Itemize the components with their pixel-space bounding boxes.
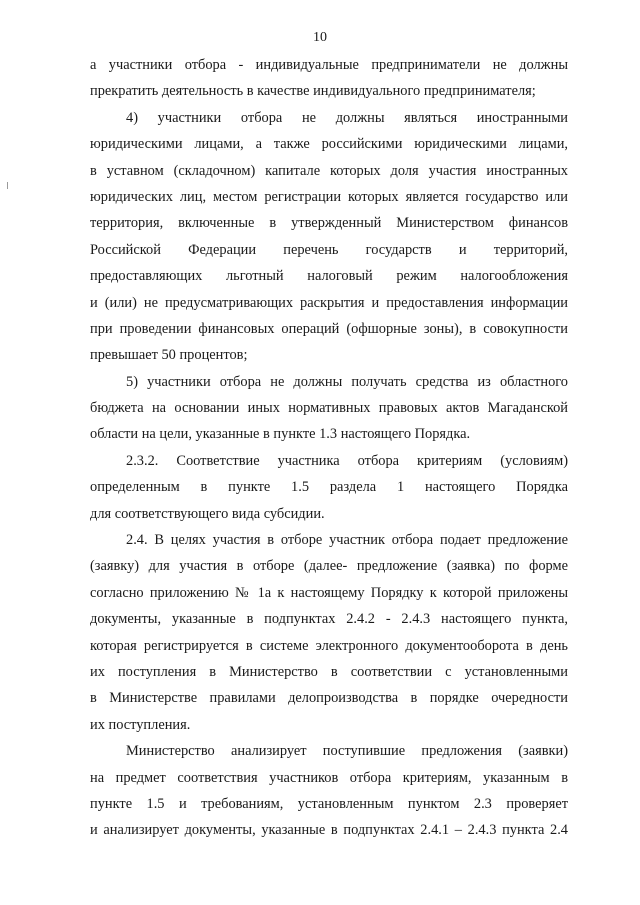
text-line: для соответствующего вида субсидии. [90, 505, 325, 522]
text-line: их поступления в Министерство в соответствии с установленными [90, 663, 568, 680]
text-line: предоставляющих льготный налоговый режим налогообложения [90, 268, 568, 285]
text-line: Министерство анализирует поступившие предложения (заявки) [126, 743, 568, 760]
text-line: юридических лиц, местом регистрации которых является государство или [90, 188, 568, 205]
text-line: Российской Федерации перечень государств и территорий, [90, 241, 568, 258]
text-line: бюджета на основании иных нормативных правовых актов Магаданской [90, 400, 568, 417]
scan-artifact [7, 182, 8, 189]
text-line: определенным в пункте 1.5 раздела 1 настоящего Порядка [90, 479, 568, 496]
text-line: пункте 1.5 и требованиям, установленным пунктом 2.3 проверяет [90, 795, 568, 812]
text-line: прекратить деятельность в качестве индивидуального предпринимателя; [90, 83, 536, 100]
text-line: в уставном (складочном) капитале которых доля участия иностранных [90, 162, 568, 179]
text-line: территория, включенные в утвержденный Министерством финансов [90, 215, 568, 232]
text-line: 2.3.2. Соответствие участника отбора критериям (условиям) [126, 452, 568, 469]
text-line: превышает 50 процентов; [90, 347, 248, 364]
text-line: и анализирует документы, указанные в подпунктах 2.4.1 – 2.4.3 пункта 2.4 [90, 822, 568, 839]
text-line: при проведении финансовых операций (офшорные зоны), в совокупности [90, 320, 568, 337]
document-text [90, 52, 568, 844]
text-line: согласно приложению № 1а к настоящему Порядку к которой приложены [90, 584, 568, 601]
text-line: и (или) не предусматривающих раскрытия и предоставления информации [90, 294, 568, 311]
text-line: документы, указанные в подпунктах 2.4.2 - 2.4.3 настоящего пункта, [90, 611, 568, 628]
text-line: на предмет соответствия участников отбора критериям, указанным в [90, 769, 568, 786]
text-line: которая регистрируется в системе электронного документооборота в день [90, 637, 568, 654]
text-line: а участники отбора - индивидуальные предприниматели не должны [90, 57, 568, 73]
text-line: 5) участники отбора не должны получать средства из областного [126, 373, 568, 390]
text-line: их поступления. [90, 716, 191, 733]
page-number: 10 [313, 30, 327, 45]
text-line: 2.4. В целях участия в отборе участник отбора подает предложение [126, 532, 568, 549]
text-line: юридическими лицами, а также российскими юридическими лицами, [90, 136, 568, 153]
text-line: области на цели, указанные в пункте 1.3 настоящего Порядка. [90, 426, 471, 443]
text-line: 4) участники отбора не должны являться иностранными [126, 109, 568, 126]
text-line: (заявку) для участия в отборе (далее- предложение (заявка) по форме [90, 558, 568, 575]
text-line: в Министерстве правилами делопроизводства в порядке очередности [90, 690, 568, 707]
